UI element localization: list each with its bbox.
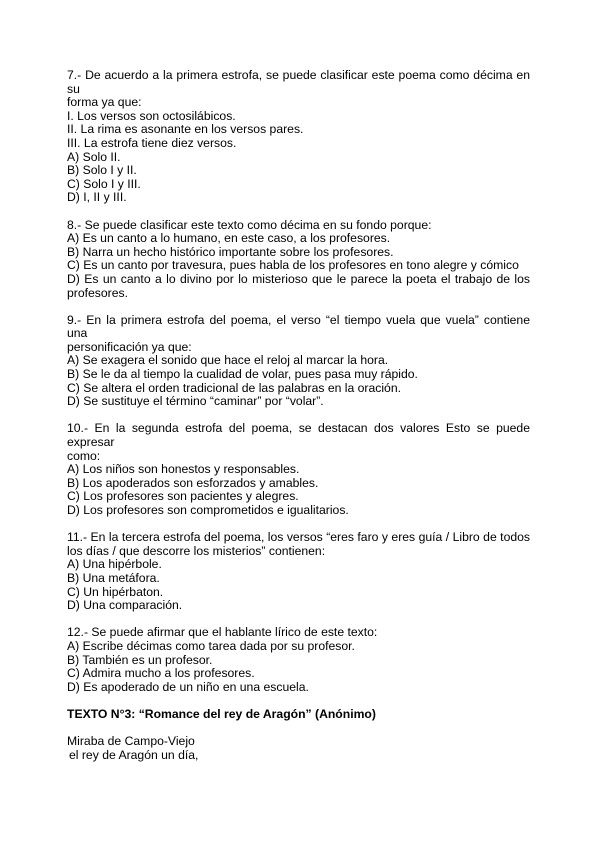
- option-c: C) Solo I y III.: [67, 176, 141, 191]
- section-heading: TEXTO N°3: “Romance del rey de Aragón” (Anónimo): [67, 706, 376, 721]
- option-b: B) También es un profesor.: [67, 652, 213, 667]
- option-d: D) Una comparación.: [67, 598, 183, 613]
- question-stem-continued: forma ya que:: [67, 95, 142, 110]
- option-b: B) Solo I y II.: [67, 163, 137, 178]
- spacer: [67, 409, 530, 423]
- question-stem: 11.- En la tercera estrofa del poema, los versos “eres faro y eres guía / Libro de todos: [67, 530, 530, 545]
- option-c: C) Un hipérbaton.: [67, 584, 164, 599]
- option-a: A) Se exagera el sonido que hace el reloj al marcar la hora.: [67, 353, 389, 368]
- option-c: C) Es un canto por travesura, pues habla de los profesores en tono alegre y cómico: [67, 258, 519, 273]
- statement-i: I. Los versos son octosilábicos.: [67, 108, 236, 123]
- option-a: A) Es un canto a lo humano, en este caso, a los profesores.: [67, 231, 391, 246]
- spacer: [67, 613, 530, 627]
- question-stem: 7.- De acuerdo a la primera estrofa, se puede clasificar este poema como décima en su: [67, 68, 530, 96]
- option-d: D) I, II y III.: [67, 190, 127, 205]
- question-12: [67, 626, 530, 694]
- question-stem: 8.- Se puede clasificar este texto como décima en su fondo porque:: [67, 217, 432, 232]
- option-b: B) Los apoderados son esforzados y amables.: [67, 475, 319, 490]
- spacer: [67, 518, 530, 532]
- option-d: D) Los profesores son comprometidos e igualitarios.: [67, 503, 349, 517]
- option-a: A) Los niños son honestos y responsables.: [67, 462, 300, 477]
- spacer: [67, 694, 530, 708]
- option-d: D) Se sustituye el término “caminar” por “volar”.: [67, 394, 324, 409]
- option-c: C) Se altera el orden tradicional de las palabras en la oración.: [67, 380, 401, 395]
- question-stem-continued: como:: [67, 448, 101, 463]
- question-9: [67, 314, 530, 409]
- poem-verse: el rey de Aragón un día,: [69, 747, 199, 762]
- option-a: A) Solo II.: [67, 149, 121, 164]
- spacer: [67, 300, 530, 314]
- question-stem: 12.- Se puede afirmar que el hablante lírico de este texto:: [67, 625, 378, 640]
- question-7: [67, 69, 530, 205]
- spacer: [67, 722, 530, 736]
- question-8: [67, 219, 530, 301]
- question-stem: 9.- En la primera estrofa del poema, el verso “el tiempo vuela que vuela” contiene una: [67, 312, 530, 341]
- poem-verse: Miraba de Campo-Viejo: [67, 734, 195, 749]
- option-c: C) Admira mucho a los profesores.: [67, 666, 255, 681]
- option-c: C) Los profesores son pacientes y alegres.: [67, 489, 299, 504]
- option-d: D) Es apoderado de un niño en una escuela.: [67, 679, 309, 694]
- option-d-continued: profesores.: [67, 285, 128, 300]
- question-stem-continued: los días / que descorre los misterios” contienen:: [67, 543, 326, 558]
- option-a: A) Escribe décimas como tarea dada por su profesor.: [67, 638, 355, 653]
- option-a: A) Una hipérbole.: [67, 557, 162, 572]
- question-11: [67, 531, 530, 613]
- option-b: B) Se le da al tiempo la cualidad de volar, pues pasa muy rápido.: [67, 367, 418, 382]
- question-stem-continued: personificación ya que:: [67, 339, 192, 354]
- statement-iii: III. La estrofa tiene diez versos.: [67, 135, 237, 150]
- statement-ii: II. La rima es asonante en los versos pares.: [67, 122, 304, 137]
- option-d: D) Es un canto a lo divino por lo misterioso que le parece la poeta el trabajo de los: [67, 271, 530, 286]
- document-content: [67, 69, 530, 762]
- option-b: B) Una metáfora.: [67, 570, 160, 585]
- spacer: [67, 205, 530, 219]
- option-b: B) Narra un hecho histórico importante sobre los profesores.: [67, 244, 394, 259]
- question-stem: 10.- En la segunda estrofa del poema, se destacan dos valores Esto se puede expresar: [67, 421, 530, 450]
- question-10: [67, 422, 530, 517]
- poem-excerpt: [67, 735, 530, 762]
